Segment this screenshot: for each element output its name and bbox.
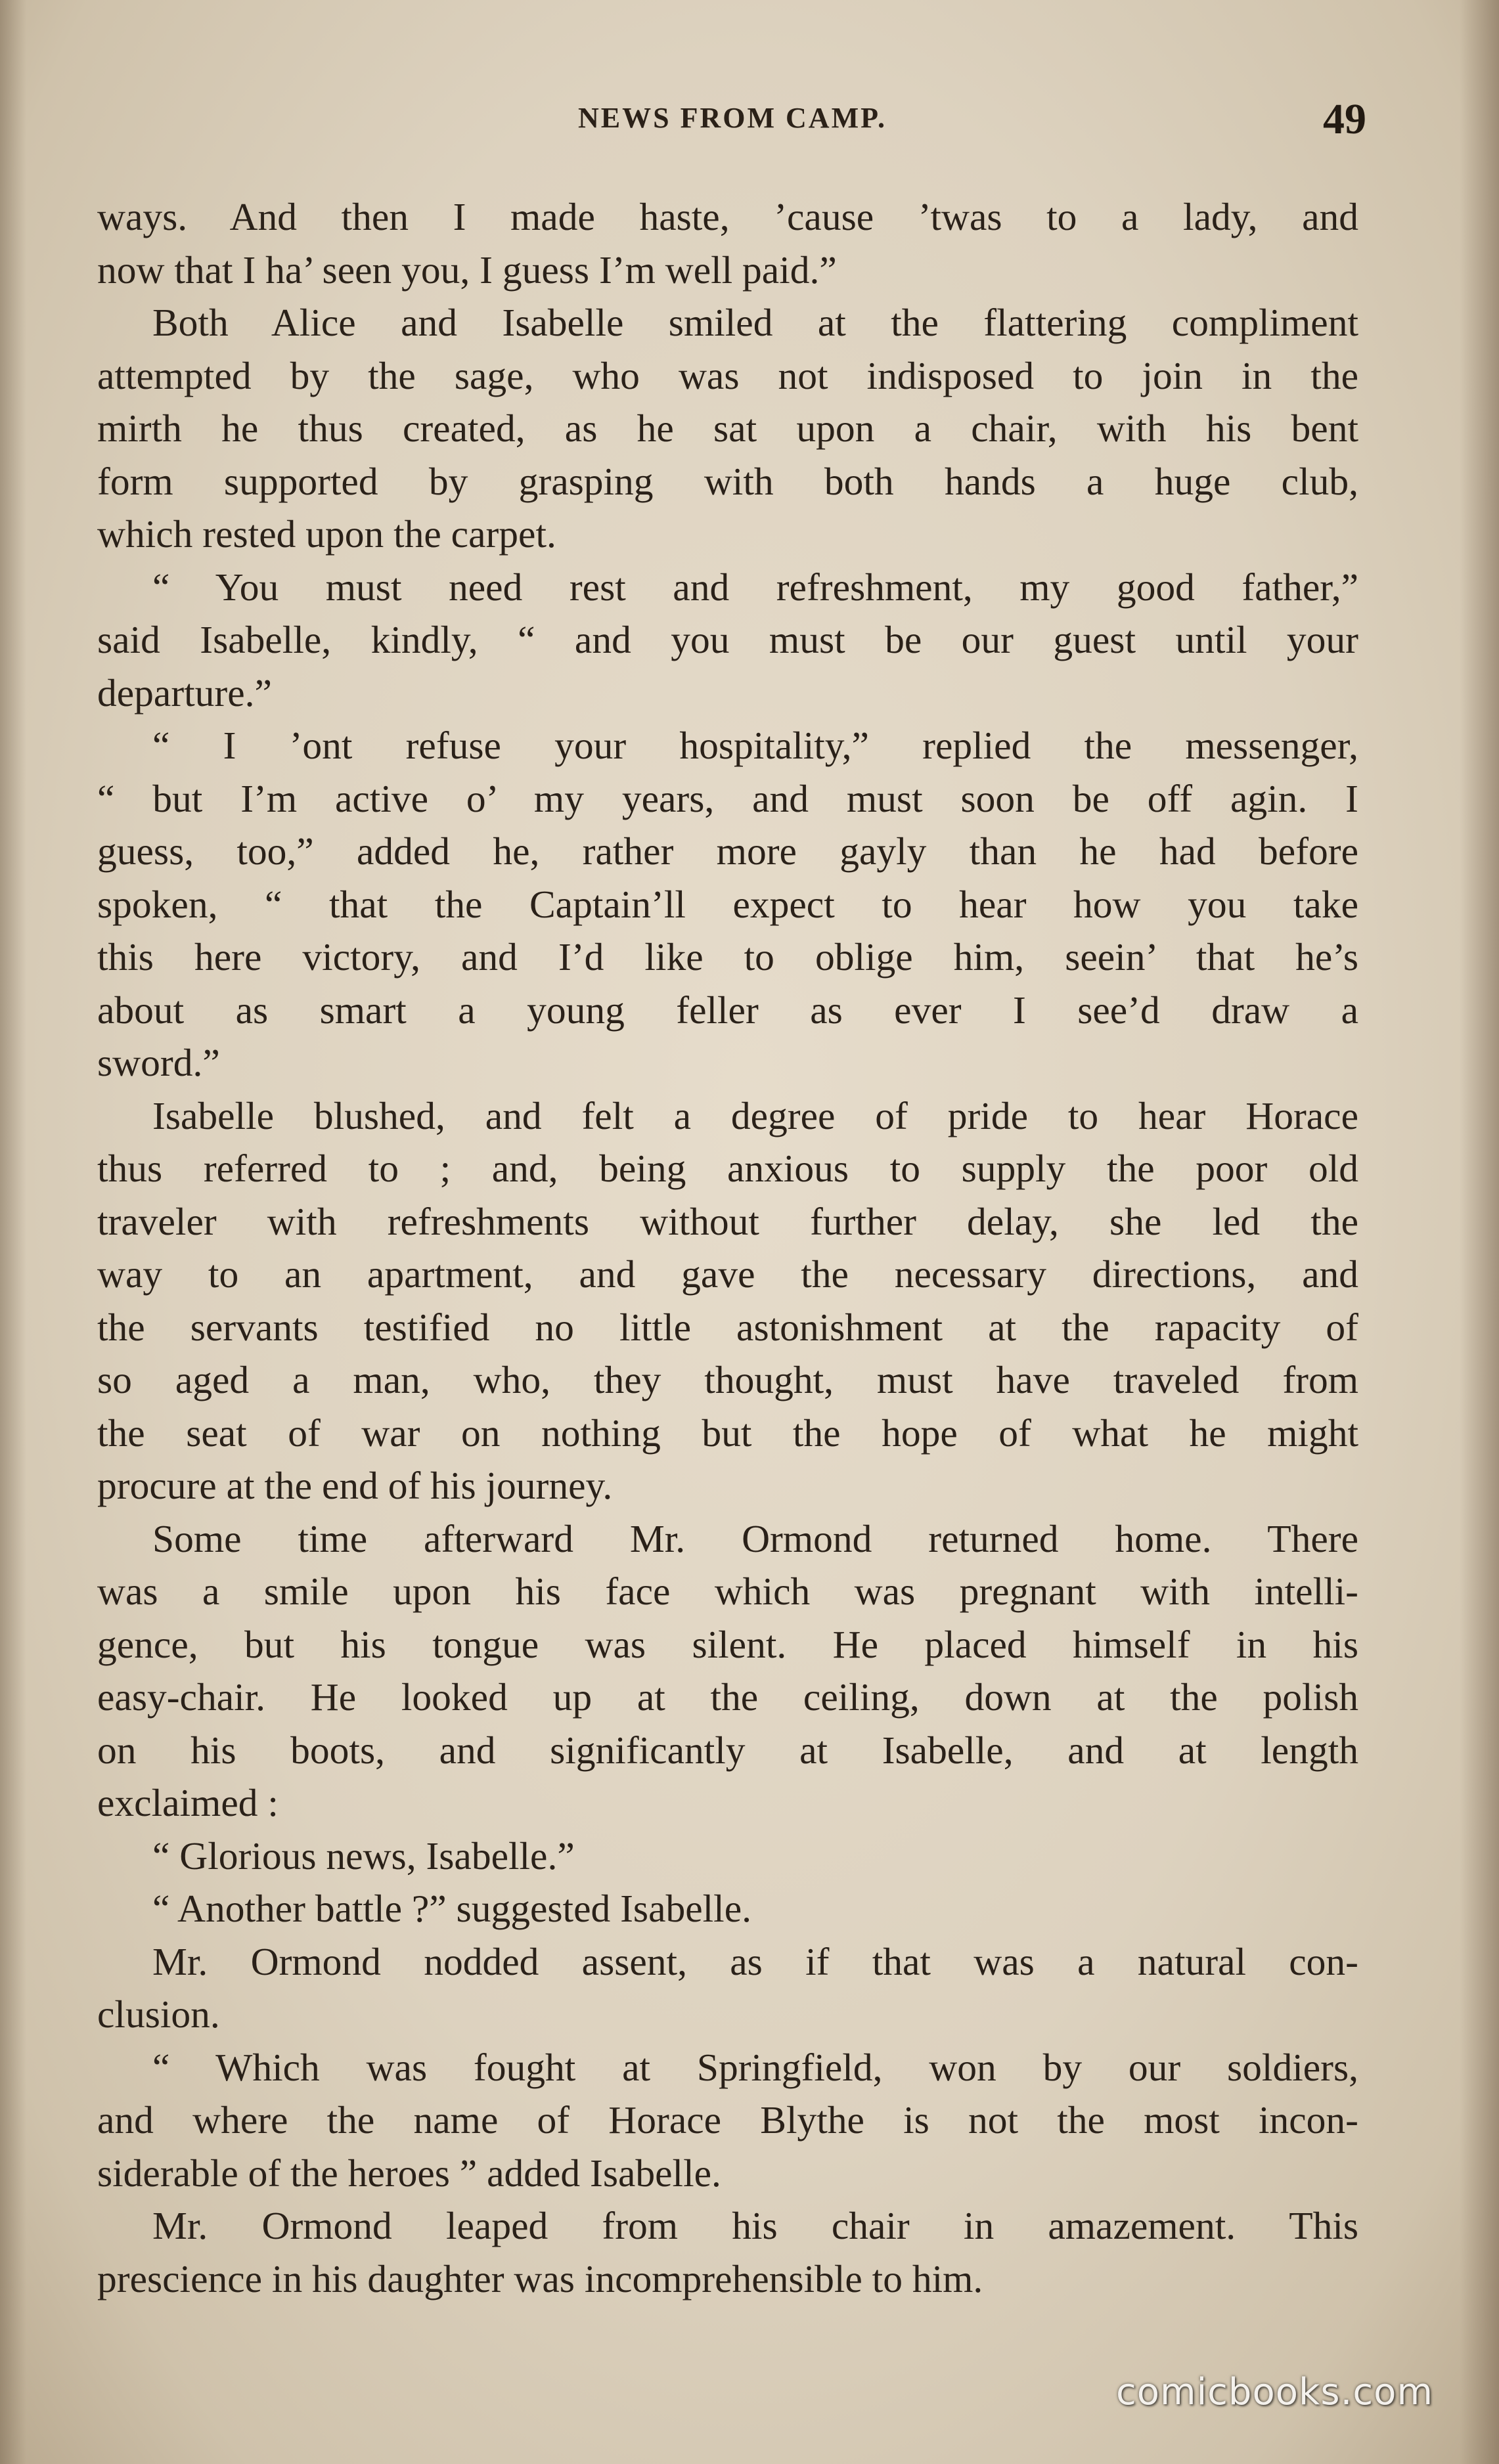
text-line: attempted by the sage, who was not indisposed to join in the [97, 353, 1358, 397]
text-line: departure.” [97, 671, 272, 715]
watermark: comicbooks.com [1115, 2371, 1433, 2413]
text-line: “ Glorious news, Isabelle.” [152, 1834, 575, 1878]
text-line: Mr. Ormond nodded assent, as if that was a natural con- [152, 1939, 1358, 1983]
text-line: the seat of war on nothing but the hope of what he might [97, 1411, 1358, 1455]
text-line: “ but I’m active o’ my years, and must soon be off agin. I [97, 776, 1358, 820]
text-line: said Isabelle, kindly, “ and you must be our guest until your [97, 618, 1358, 661]
text-line: Isabelle blushed, and felt a degree of pride to hear Horace [152, 1093, 1358, 1137]
text-line: “ Another battle ?” suggested Isabelle. [152, 1887, 751, 1930]
text-line: exclaimed : [97, 1781, 279, 1824]
text-line: “ Which was fought at Springfield, won by our soldiers, [152, 2045, 1358, 2089]
text-line: way to an apartment, and gave the necessary directions, and [97, 1252, 1358, 1296]
page-right-shadow [1460, 0, 1499, 2464]
text-line: ways. And then I made haste, ’cause ’twas to a lady, and [97, 195, 1358, 238]
text-line: traveler with refreshments without further delay, she led the [97, 1199, 1358, 1243]
text-line: “ I ’ont refuse your hospitality,” replied the messenger, [152, 724, 1358, 767]
text-line: sword.” [97, 1041, 220, 1084]
text-line: this here victory, and I’d like to oblige him, seein’ that he’s [97, 935, 1358, 979]
text-line: thus referred to ; and, being anxious to supply the poor old [97, 1147, 1358, 1190]
text-line: mirth he thus created, as he sat upon a chair, with his bent [97, 407, 1358, 450]
text-line: “ You must need rest and refreshment, my good father,” [152, 565, 1358, 609]
text-line: Some time afterward Mr. Ormond returned home. There [152, 1516, 1358, 1560]
text-line: guess, too,” added he, rather more gayly than he had before [97, 829, 1358, 873]
text-line: now that I ha’ seen you, I guess I’m well paid.” [97, 248, 837, 292]
page-left-shadow [0, 0, 26, 2464]
text-line: on his boots, and significantly at Isabelle, and at length [97, 1728, 1358, 1772]
running-title: NEWS FROM CAMP. [578, 102, 887, 134]
text-line: spoken, “ that the Captain’ll expect to hear how you take [97, 882, 1358, 926]
text-line: Both Alice and Isabelle smiled at the flattering compliment [152, 301, 1358, 344]
text-line: the servants testified no little astonishment at the rapacity of [97, 1305, 1358, 1349]
text-line: easy-chair. He looked up at the ceiling, down at the polish [97, 1675, 1358, 1719]
page-number: 49 [1323, 95, 1366, 143]
running-head [99, 95, 1366, 144]
text-line: form supported by grasping with both hands a huge club, [97, 459, 1358, 503]
text-line: and where the name of Horace Blythe is not the most incon- [97, 2098, 1358, 2142]
text-line: Mr. Ormond leaped from his chair in amazement. This [152, 2204, 1358, 2247]
text-line: prescience in his daughter was incomprehensible to him. [97, 2256, 983, 2300]
text-line: gence, but his tongue was silent. He placed himself in his [97, 1622, 1358, 1666]
text-line: procure at the end of his journey. [97, 1464, 613, 1507]
text-line: siderable of the heroes ” added Isabelle. [97, 2151, 721, 2195]
text-line: which rested upon the carpet. [97, 512, 556, 556]
body-text [97, 190, 1358, 2305]
text-line: about as smart a young feller as ever I see’d draw a [97, 988, 1358, 1032]
text-line: so aged a man, who, they thought, must have traveled from [97, 1358, 1358, 1401]
text-line: was a smile upon his face which was pregnant with intelli- [97, 1570, 1358, 1613]
text-line: clusion. [97, 1992, 220, 2036]
